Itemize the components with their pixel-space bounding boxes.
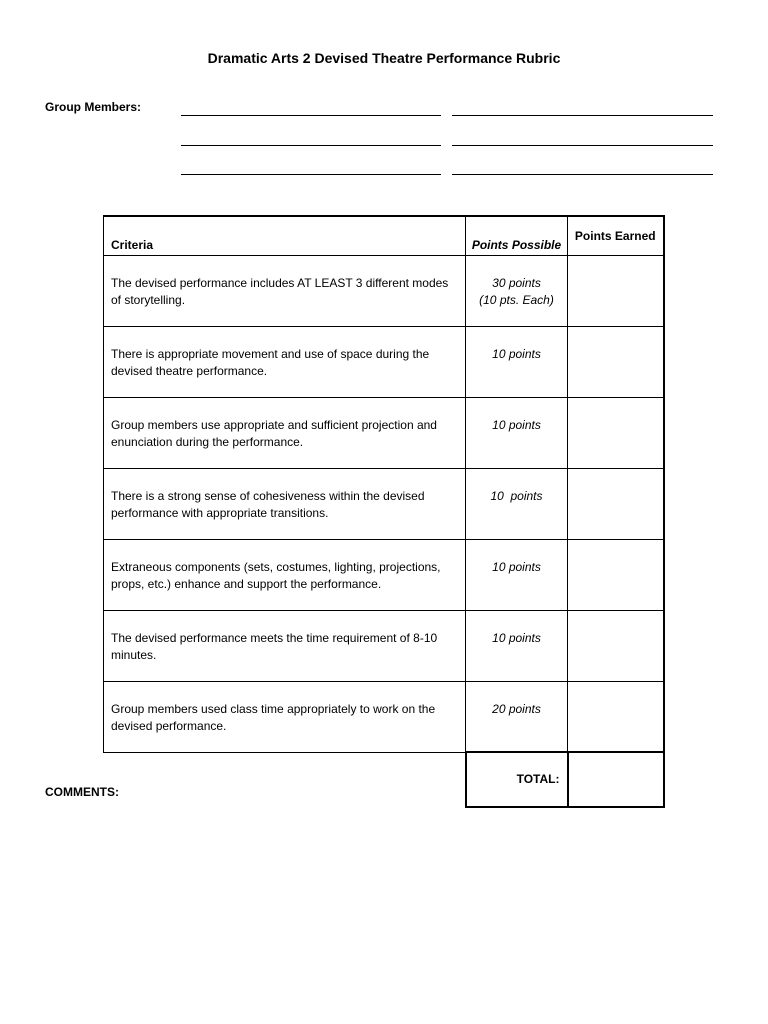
group-member-line-3[interactable] [181,145,441,146]
points-possible-cell: 20 points [466,682,568,753]
total-label: TOTAL: [466,752,568,807]
points-note: (10 pts. Each) [479,293,554,307]
table-header-row [104,216,664,256]
points-earned-cell[interactable] [568,256,664,327]
page-title: Dramatic Arts 2 Devised Theatre Performance Rubric [207,50,561,66]
points-earned-cell[interactable] [568,540,664,611]
criteria-cell: Group members used class time appropriately to work on the devised performance. [104,682,466,753]
group-member-line-2[interactable] [452,115,713,116]
group-member-line-6[interactable] [452,174,713,175]
group-member-line-1[interactable] [181,115,441,116]
table-row [104,398,664,469]
criteria-cell: The devised performance meets the time requirement of 8-10 minutes. [104,611,466,682]
points-earned-cell[interactable] [568,611,664,682]
total-value-box[interactable] [568,752,664,807]
table-row [104,469,664,540]
criteria-cell: There is appropriate movement and use of space during the devised theatre performance. [104,327,466,398]
criteria-cell: Extraneous components (sets, costumes, lighting, projections, props, etc.) enhance and support the performance. [104,540,466,611]
points-earned-cell[interactable] [568,469,664,540]
criteria-cell: There is a strong sense of cohesiveness within the devised performance with appropriate transitions. [104,469,466,540]
points-possible-cell: 10 points [466,327,568,398]
points-value: 30 points [492,276,541,290]
points-possible-cell: 10 points [466,469,568,540]
group-member-line-4[interactable] [452,145,713,146]
table-row [104,611,664,682]
points-possible-cell [466,256,568,327]
header-points-earned: Points Earned [568,216,664,256]
comments-label: COMMENTS: [45,785,119,799]
total-row [104,752,664,807]
group-member-line-5[interactable] [181,174,441,175]
points-earned-cell[interactable] [568,682,664,753]
table-row [104,682,664,753]
rubric-table [103,215,665,808]
criteria-cell: Group members use appropriate and sufficient projection and enunciation during the performance. [104,398,466,469]
points-earned-cell[interactable] [568,327,664,398]
table-row [104,540,664,611]
points-possible-cell: 10 points [466,398,568,469]
header-points-possible: Points Possible [466,216,568,256]
header-criteria: Criteria [104,216,466,256]
table-row [104,327,664,398]
criteria-cell: The devised performance includes AT LEAST 3 different modes of storytelling. [104,256,466,327]
total-spacer [104,752,466,807]
points-earned-cell[interactable] [568,398,664,469]
points-possible-cell: 10 points [466,540,568,611]
points-possible-cell: 10 points [466,611,568,682]
table-row [104,256,664,327]
group-members-label: Group Members: [45,100,142,114]
